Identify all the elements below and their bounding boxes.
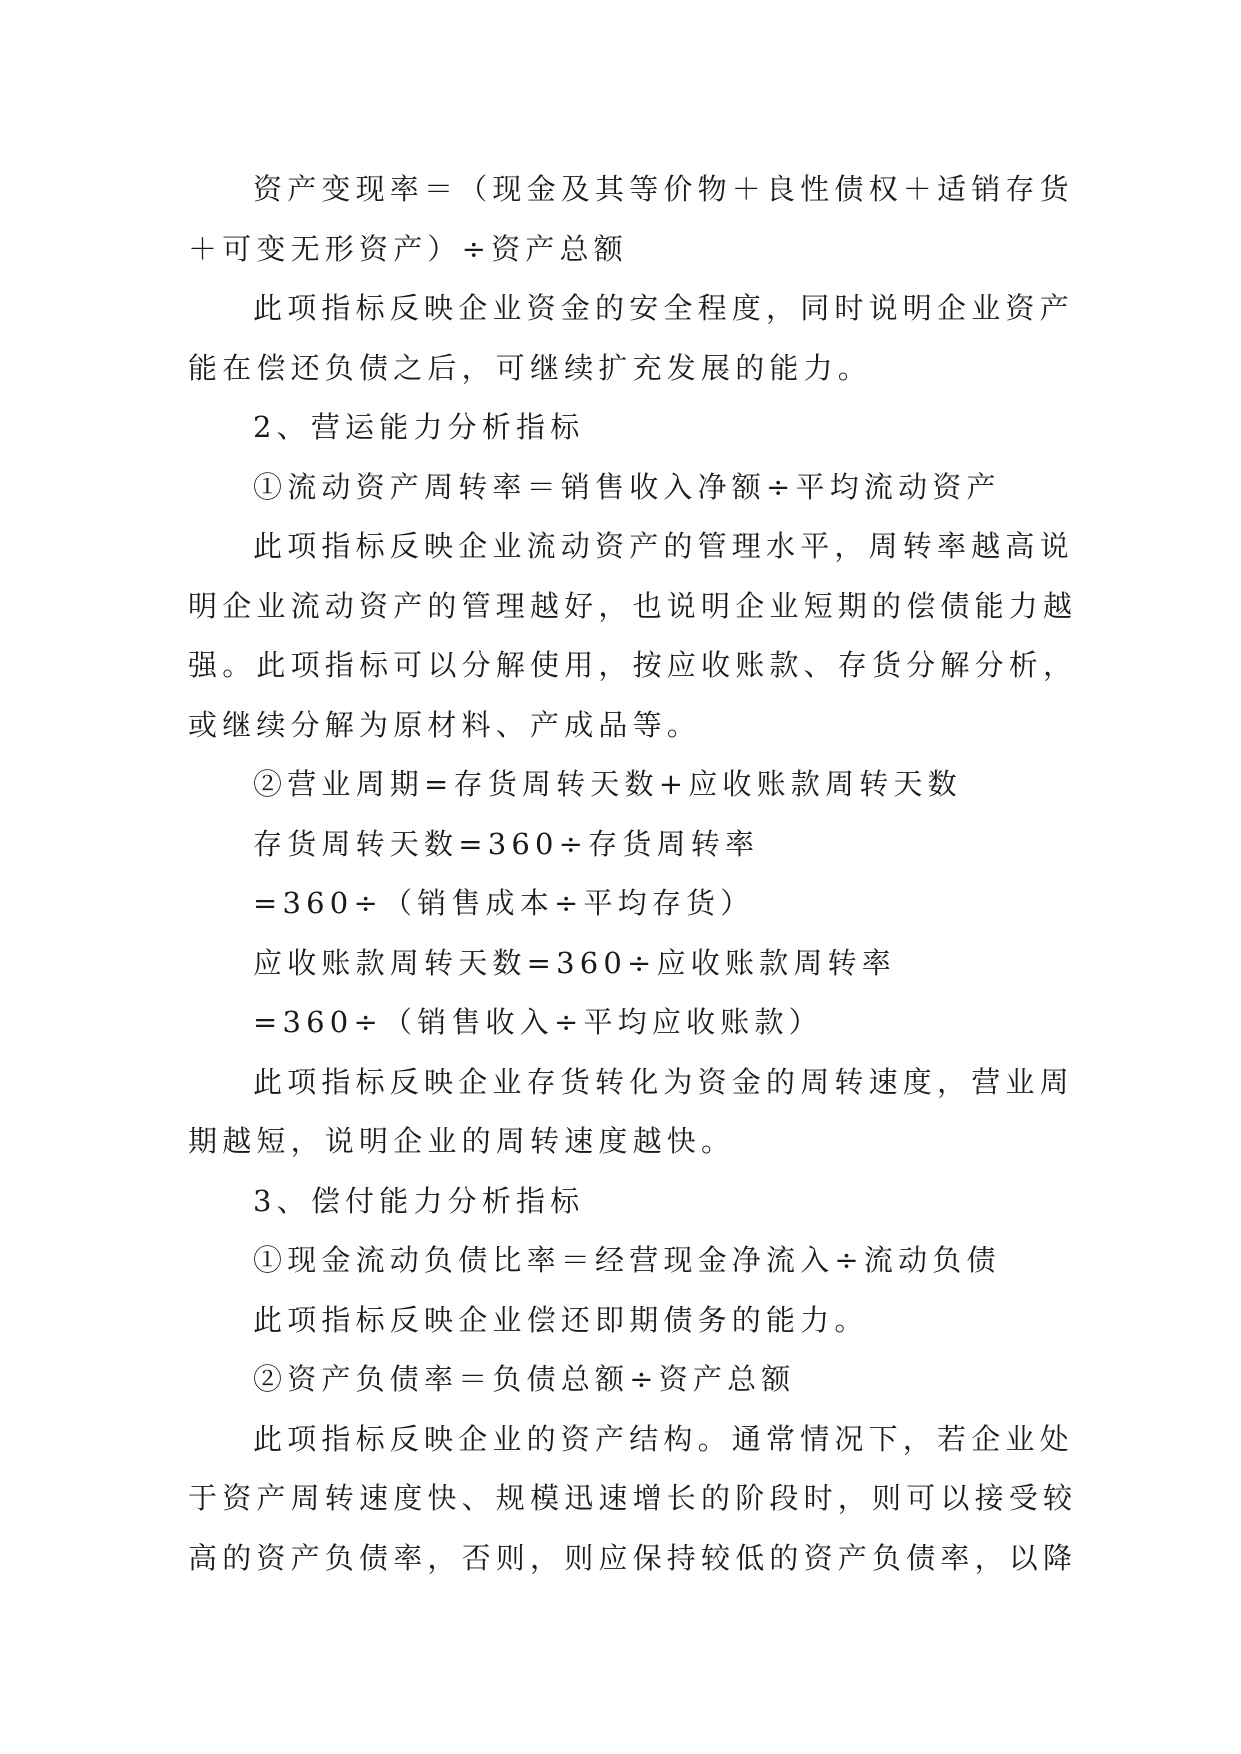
text-line: 此项指标反映企业的资产结构。通常情况下，若企业处 — [253, 1421, 1074, 1456]
text-line: 此项指标反映企业资金的安全程度，同时说明企业资产 — [253, 291, 1074, 325]
text-line: 2、营运能力分析指标 — [253, 410, 585, 444]
document-body — [188, 160, 1078, 1588]
text-line: 能在偿还负债之后，可继续扩充发展的能力。 — [188, 350, 873, 385]
text-line: 于资产周转速度快、规模迅速增长的阶段时，则可以接受较 — [188, 1481, 1078, 1515]
text-line: 应收账款周转天数=360÷应收账款周转率 — [253, 945, 896, 980]
text-line: 此项指标反映企业存货转化为资金的周转速度，营业周 — [253, 1064, 1074, 1099]
text-line: 此项指标反映企业偿还即期债务的能力。 — [253, 1302, 869, 1337]
text-line: 期越短，说明企业的周转速度越快。 — [188, 1124, 736, 1158]
text-line: ＋可变无形资产）÷资产总额 — [188, 231, 628, 266]
text-line: =360÷（销售成本÷平均存货） — [253, 886, 755, 920]
text-line: 强。此项指标可以分解使用，按应收账款、存货分解分析， — [188, 648, 1078, 682]
text-line: 或继续分解为原材料、产成品等。 — [188, 707, 702, 742]
text-line: 3、偿付能力分析指标 — [253, 1183, 585, 1218]
text-line: ①现金流动负债比率＝经营现金净流入÷流动负债 — [253, 1243, 1001, 1277]
text-line: 此项指标反映企业流动资产的管理水平，周转率越高说 — [253, 529, 1074, 563]
text-line: ②资产负债率＝负债总额÷资产总额 — [253, 1362, 796, 1396]
text-line: =360÷（销售收入÷平均应收账款） — [253, 1005, 823, 1039]
text-line: 资产变现率＝（现金及其等价物＋良性债权＋适销存货 — [253, 172, 1074, 206]
text-line: 高的资产负债率，否则，则应保持较低的资产负债率，以降 — [188, 1540, 1078, 1575]
text-line: 存货周转天数=360÷存货周转率 — [253, 826, 760, 861]
text-line: ①流动资产周转率＝销售收入净额÷平均流动资产 — [253, 469, 1001, 504]
text-line: 明企业流动资产的管理越好，也说明企业短期的偿债能力越 — [188, 588, 1078, 623]
text-line: ②营业周期=存货周转天数+应收账款周转天数 — [253, 767, 962, 801]
